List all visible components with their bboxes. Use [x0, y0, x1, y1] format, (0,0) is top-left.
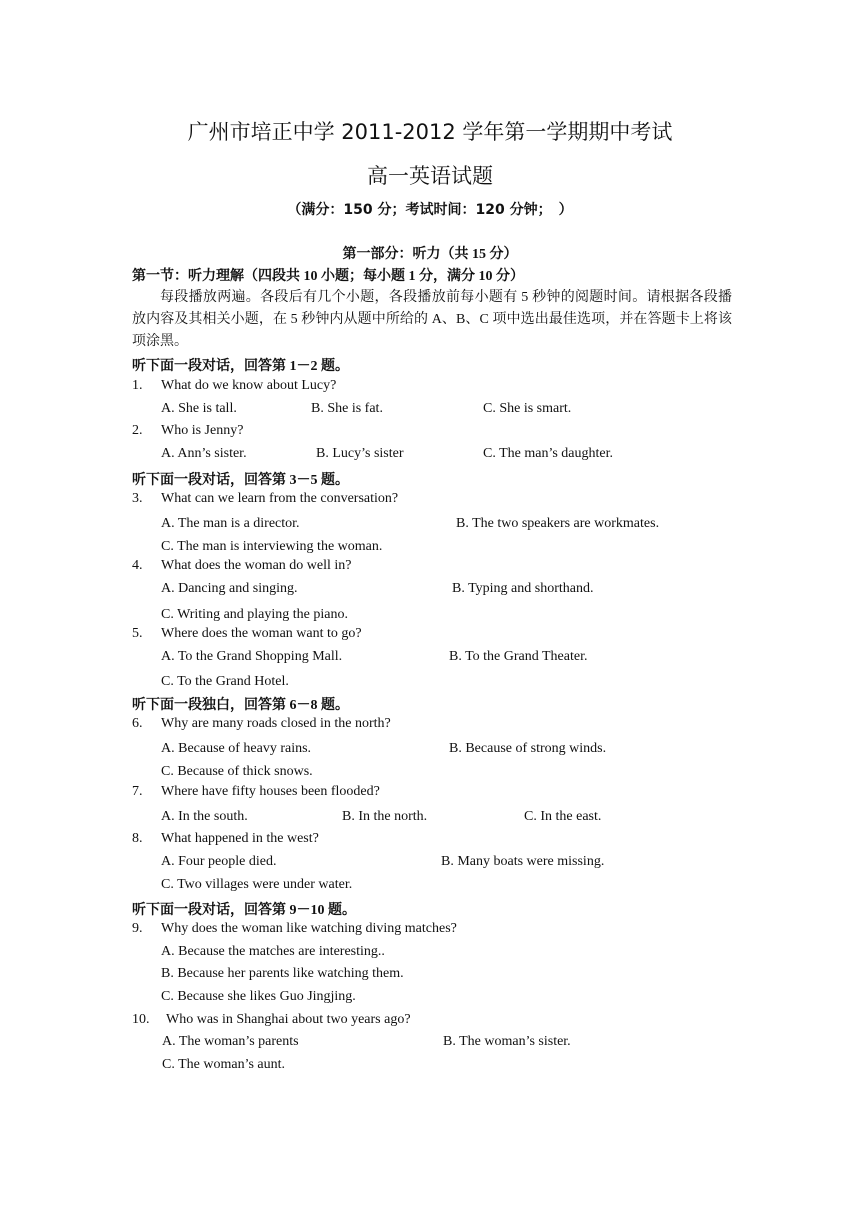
option-b: B. Typing and shorthand. [452, 581, 594, 596]
option-c: C. She is smart. [483, 401, 572, 416]
exam-title: 广州市培正中学 2011-2012 学年第一学期期中考试 [187, 120, 673, 144]
option-a: A. Ann’s sister. [161, 446, 247, 461]
question-9: 9. Why does the woman like watching diving matches? [132, 921, 457, 936]
option-a: A. She is tall. [161, 401, 237, 416]
option-c: C. In the east. [524, 809, 602, 824]
question-6: 6. Why are many roads closed in the north? [132, 716, 391, 731]
group-heading: 听下面一段对话，回答第 3－5 题。 [132, 473, 349, 488]
instructions-paragraph: 每段播放两遍。各段后有几个小题，各段播放前每小题有 5 秒钟的阅题时间。请根据各段播放内容及其相关小题，在 5 秒钟内从题中所给的 A、B、C 项中选出最佳选项，并在答题卡上将该项涂黑。 [132, 290, 732, 349]
option-c: C. Writing and playing the piano. [161, 607, 348, 622]
option-c: C. The woman’s aunt. [162, 1057, 286, 1072]
group-heading: 听下面一段独白，回答第 6－8 题。 [132, 698, 349, 713]
option-c: C. Because she likes Guo Jingjing. [161, 989, 356, 1004]
option-b: B. In the north. [342, 809, 428, 824]
option-b: B. Many boats were missing. [441, 854, 605, 869]
option-a: A. Four people died. [161, 854, 277, 869]
option-c: C. The man is interviewing the woman. [161, 539, 383, 554]
question-7: 7. Where have fifty houses been flooded? [132, 784, 380, 799]
option-a: A. To the Grand Shopping Mall. [161, 649, 343, 664]
option-b: B. The woman’s sister. [443, 1034, 571, 1049]
question-5: 5. Where does the woman want to go? [132, 626, 362, 641]
option-b: B. Because her parents like watching them. [161, 966, 404, 981]
exam-subtitle: 高一英语试题 [367, 164, 493, 188]
option-a: A. Because the matches are interesting.. [161, 944, 385, 959]
option-a: A. The man is a director. [161, 516, 300, 531]
option-b: B. Because of strong winds. [449, 741, 607, 756]
option-c: C. Two villages were under water. [161, 877, 353, 892]
option-c: C. The man’s daughter. [483, 446, 613, 461]
question-8: 8. What happened in the west? [132, 831, 319, 846]
question-3: 3. What can we learn from the conversation? [132, 491, 399, 506]
option-b: B. To the Grand Theater. [449, 649, 588, 664]
question-4: 4. What does the woman do well in? [132, 558, 352, 573]
option-c: C. To the Grand Hotel. [161, 674, 289, 689]
part-heading: 第一部分：听力（共 15 分） [342, 247, 518, 262]
option-a: A. Because of heavy rains. [161, 741, 312, 756]
group-heading: 听下面一段对话，回答第 1－2 题。 [132, 359, 349, 374]
option-a: A. Dancing and singing. [161, 581, 298, 596]
option-b: B. The two speakers are workmates. [456, 516, 660, 531]
question-2: 2. Who is Jenny? [132, 423, 244, 438]
question-1: 1. What do we know about Lucy? [132, 378, 337, 393]
option-b: B. Lucy’s sister [316, 446, 404, 461]
option-a: A. In the south. [161, 809, 248, 824]
section-heading: 第一节：听力理解（四段共 10 小题；每小题 1 分，满分 10 分） [132, 269, 524, 284]
group-heading: 听下面一段对话，回答第 9－10 题。 [132, 903, 356, 918]
option-a: A. The woman’s parents [162, 1034, 299, 1049]
question-10: 10. Who was in Shanghai about two years ago? [132, 1012, 411, 1027]
score-info: （满分：150 分；考试时间：120 分钟； ） [287, 202, 573, 218]
option-b: B. She is fat. [311, 401, 383, 416]
option-c: C. Because of thick snows. [161, 764, 313, 779]
